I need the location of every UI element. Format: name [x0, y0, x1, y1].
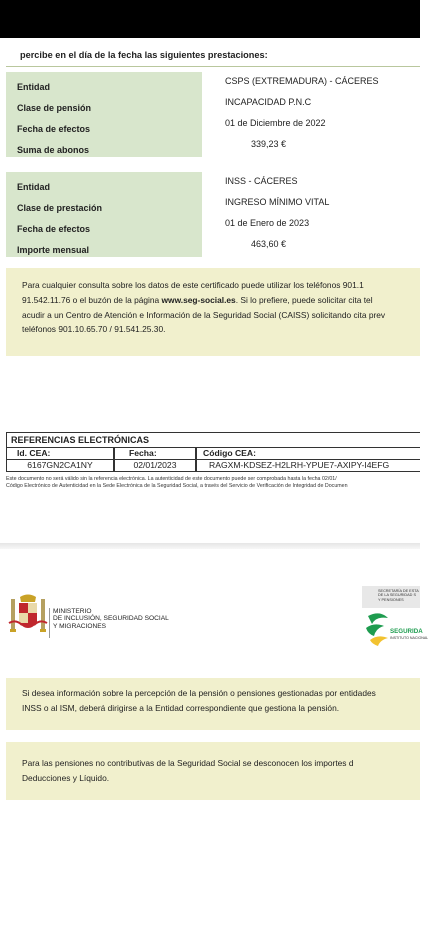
field-label: Clase de pensión [6, 93, 202, 115]
secretaria-line: Y PENSIONES [378, 597, 404, 602]
field-value: INSS - CÁCERES [225, 176, 298, 186]
field-label: Clase de prestación [6, 193, 202, 215]
field-label: Fecha de efectos [6, 214, 202, 236]
note-line: Deducciones y Líquido. [22, 772, 110, 783]
info-note-2 [6, 742, 420, 800]
value-fecha: 02/01/2023 [114, 460, 196, 472]
secretaria-line: SECRETARÍA DE ESTA [378, 589, 419, 593]
references-title: REFERENCIAS ELECTRÓNICAS [6, 432, 420, 448]
seguridad-social-text: SEGURIDA [390, 628, 423, 635]
note-line: INSS o al ISM, deberá dirigirse a la Entidad correspondiente que gestiona la pensión. [22, 702, 340, 713]
field-label: Fecha de efectos [6, 114, 202, 136]
header-fecha: Fecha: [114, 448, 196, 460]
field-label: Entidad [6, 172, 202, 194]
info-note-1 [6, 678, 420, 730]
field-value: 01 de Enero de 2023 [225, 218, 310, 228]
seguridad-social-sub: INSTITUTO NACIONAL [390, 636, 428, 640]
references-header-row [6, 448, 420, 460]
secretaria-panel [362, 586, 420, 608]
divider [6, 66, 420, 67]
note-line: Si desea información sobre la percepción de la pensión o pensiones gestionadas por entidades [22, 688, 376, 698]
benefit-row [6, 214, 420, 236]
intro-text: percibe en el día de la fecha las siguientes prestaciones: [20, 50, 268, 60]
benefit-row [6, 193, 420, 215]
benefit-row [6, 235, 420, 257]
value-id-cea: 6167GN2CA1NY [6, 460, 114, 472]
field-value: INGRESO MÍNIMO VITAL [225, 197, 330, 207]
fine-print: Código Electrónico de Autenticidad en la Sede Electrónica de la Seguridad Social, a través del Servicio de Verificación de Integridad de Documen [6, 483, 348, 489]
field-value: INCAPACIDAD P.N.C [225, 97, 312, 107]
seg-social-link[interactable]: www.seg-social.es [161, 294, 236, 305]
note-line: Para cualquier consulta sobre los datos de este certificado puede utilizar los teléfonos 901.1 [22, 280, 364, 290]
ministry-name [53, 608, 169, 630]
field-label: Importe mensual [6, 235, 202, 257]
value-codigo-cea: RAGXM-KDSEZ-H2LRH-YPUE7-AXIPY-I4EFG [196, 460, 420, 472]
note-line: Para las pensiones no contributivas de la Seguridad Social se desconocen los importes d [22, 758, 354, 768]
ministry-line: MINISTERIO [53, 608, 92, 615]
note-line: acudir a un Centro de Atención e Información de la Seguridad Social (CAISS) solicitando cita prev [22, 309, 386, 320]
header-codigo-cea: Código CEA: [196, 448, 420, 460]
references-value-row [6, 460, 420, 472]
benefit-row [6, 72, 420, 94]
benefit-row [6, 114, 420, 136]
fine-print: Este documento no será válido sin la referencia electrónica. La autenticidad de este documento puede ser comprobada hasta la fecha 02/01/ [6, 476, 337, 482]
field-value: CSPS (EXTREMADURA) - CÁCERES [225, 76, 379, 86]
coat-of-arms-icon [8, 593, 48, 639]
page-break [0, 543, 420, 549]
benefit-row [6, 135, 420, 157]
field-value: 463,60 € [251, 239, 287, 249]
benefit-row [6, 172, 420, 194]
field-label: Suma de abonos [6, 135, 202, 157]
note-line: teléfonos 901.10.65.70 / 91.541.25.30. [22, 324, 166, 335]
note-line: 91.542.11.76 o el buzón de la página www.seg-social.es. Si lo prefiere, puede solicitar cita tel [22, 294, 373, 305]
field-label: Entidad [6, 72, 202, 94]
ministry-line: Y MIGRACIONES [53, 622, 107, 630]
field-value: 339,23 € [251, 139, 287, 149]
ministry-divider [49, 608, 50, 638]
consulta-note [6, 268, 420, 356]
header-id-cea: Id. CEA: [6, 448, 114, 460]
ministry-line: DE INCLUSIÓN, SEGURIDAD SOCIAL [53, 615, 169, 623]
top-bar [0, 0, 420, 38]
secretaria-line: DE LA SEGURIDAD S [378, 593, 416, 598]
benefit-row [6, 93, 420, 115]
field-value: 01 de Diciembre de 2022 [225, 118, 326, 128]
